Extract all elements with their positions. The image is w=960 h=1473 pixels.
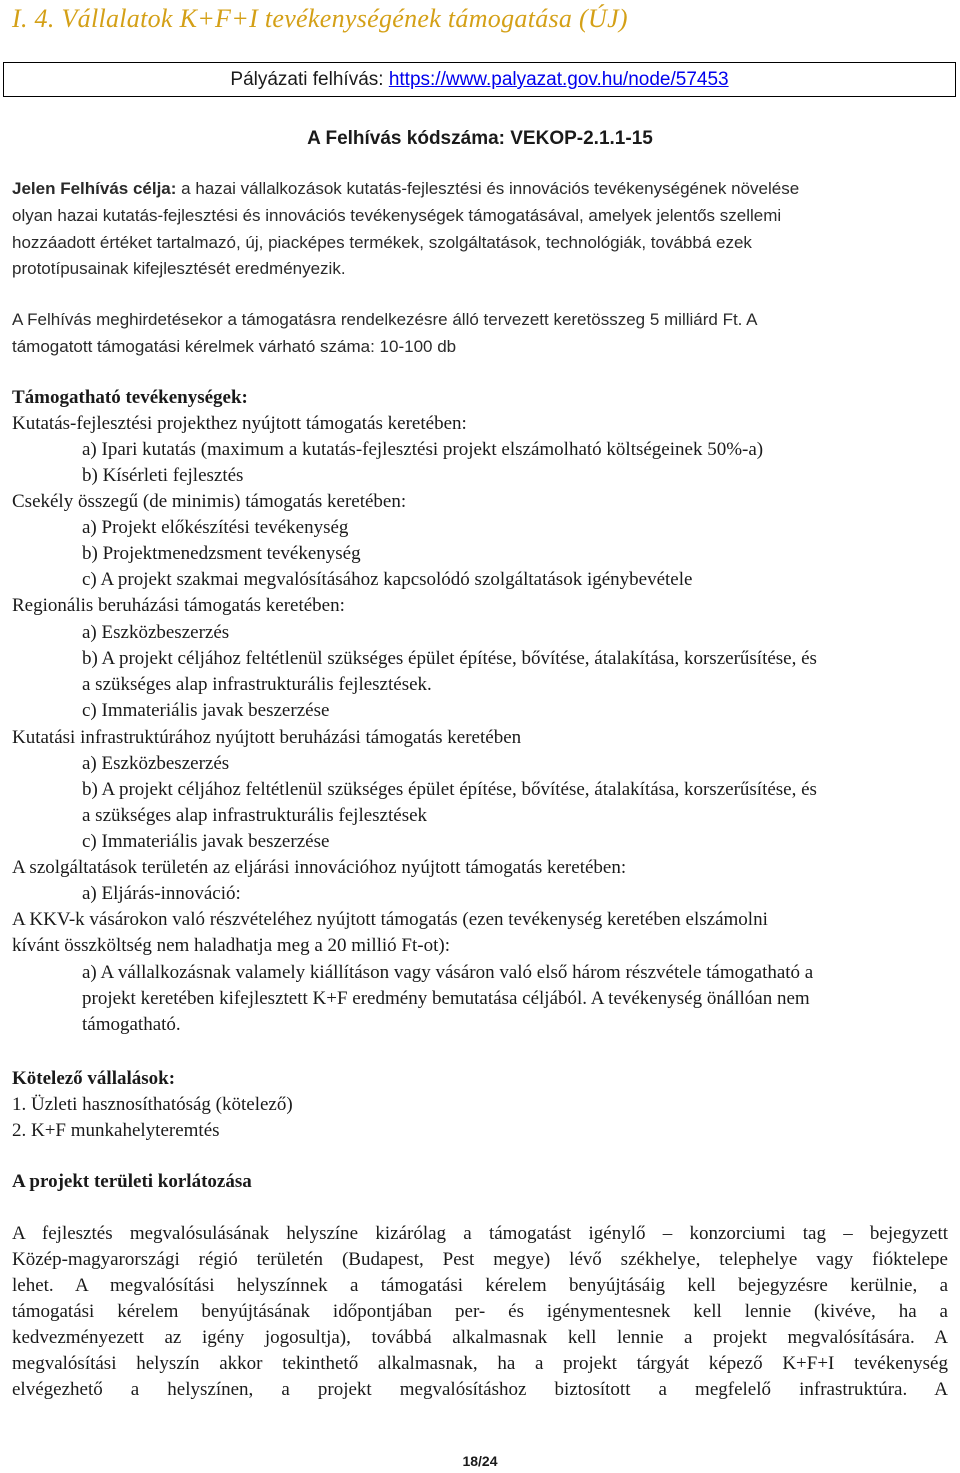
activity-line: b) Kísérleti fejlesztés bbox=[82, 465, 244, 486]
commitment-item: 1. Üzleti hasznosíthatóság (kötelező) bbox=[12, 1094, 293, 1115]
activity-line: a) A vállalkozásnak valamely kiállításon vagy vásáron való első három részvétele támogatható a bbox=[82, 962, 814, 983]
territory-line: Közép-magyarországi régió területén (Budapest, Pest megye) lévő székhelye, telephelye vagy fióktelepe bbox=[12, 1249, 948, 1270]
commitments-heading: Kötelező vállalások: bbox=[12, 1068, 176, 1089]
call-code: A Felhívás kódszáma: VEKOP-2.1.1-15 bbox=[307, 128, 653, 149]
page-number: 18/24 bbox=[462, 1453, 498, 1469]
activity-line: b) Projektmenedzsment tevékenység bbox=[82, 543, 361, 564]
activities-heading: Támogatható tevékenységek: bbox=[12, 387, 248, 408]
activity-line: c) Immateriális javak beszerzése bbox=[82, 700, 330, 721]
territory-line: támogatási kérelem benyújtásának időpontjában per- és igénymentesnek kell lennie (kivéve, ha a bbox=[12, 1301, 948, 1322]
goal-line: hozzáadott értéket tartalmazó, új, piacképes termékek, szolgáltatások, technológiák, továbbá ezek bbox=[12, 233, 752, 252]
call-box bbox=[3, 62, 956, 97]
territory-line: lehet. A megvalósítási helyszínnek a támogatási kérelem benyújtásáig kell bejegyzésre kerülnie, a bbox=[12, 1275, 948, 1296]
commitment-item: 2. K+F munkahelyteremtés bbox=[12, 1120, 220, 1141]
activity-line: projekt keretében kifejlesztett K+F eredmény bemutatása céljából. A tevékenység önállóan nem bbox=[82, 988, 810, 1009]
activity-line: A KKV-k vásárokon való részvételéhez nyújtott támogatás (ezen tevékenység keretében elszámolni bbox=[12, 909, 768, 930]
document-title: I. 4. Vállalatok K+F+I tevékenységének támogatása (ÚJ) bbox=[12, 4, 628, 33]
territory-line: elvégezhető a helyszínen, a projekt megvalósításhoz biztosított a megfelelő infrastruktúra. A bbox=[12, 1379, 948, 1400]
activity-line: c) Immateriális javak beszerzése bbox=[82, 831, 330, 852]
goal-line: Jelen Felhívás célja: a hazai vállalkozások kutatás-fejlesztési és innovációs tevékenységének növelése bbox=[12, 179, 800, 198]
activity-line: támogatható. bbox=[82, 1014, 181, 1035]
activity-line: a) Eljárás-innováció: bbox=[82, 883, 241, 904]
territory-heading: A projekt területi korlátozása bbox=[12, 1171, 252, 1192]
activity-line: b) A projekt céljához feltétlenül szükséges épület építése, bővítése, átalakítása, korszerűsítése, és bbox=[82, 779, 817, 800]
activity-line: Csekély összegű (de minimis) támogatás keretében: bbox=[12, 491, 407, 512]
call-link[interactable]: https://www.palyazat.gov.hu/node/57453 bbox=[388, 69, 729, 90]
activity-line: a szükséges alap infrastrukturális fejlesztések. bbox=[82, 674, 432, 695]
territory-line: A fejlesztés megvalósulásának helyszíne kizárólag a támogatást igénylő – konzorciumi tag – bejegyzett bbox=[12, 1223, 948, 1244]
goal-line: olyan hazai kutatás-fejlesztési és innovációs tevékenységek támogatásával, amelyek jelentős szellemi bbox=[12, 206, 782, 225]
activity-line: a) Eszközbeszerzés bbox=[82, 753, 230, 774]
activity-line: b) A projekt céljához feltétlenül szükséges épület építése, bővítése, átalakítása, korszerűsítése, és bbox=[82, 648, 817, 669]
activity-line: A szolgáltatások területén az eljárási innovációhoz nyújtott támogatás keretében: bbox=[12, 857, 627, 878]
activity-line: Kutatás-fejlesztési projekthez nyújtott támogatás keretében: bbox=[12, 413, 467, 434]
territory-line: megvalósítási helyszín akkor tekinthető alkalmasnak, ha a projekt tárgyát képező K+F+I tevékenység bbox=[12, 1353, 948, 1374]
activity-line: a) Ipari kutatás (maximum a kutatás-fejlesztési projekt elszámolható költségeinek 50%-a) bbox=[82, 439, 764, 460]
budget-line: támogatott támogatási kérelmek várható száma: 10-100 db bbox=[12, 337, 457, 356]
budget-line: A Felhívás meghirdetésekor a támogatásra rendelkezésre álló tervezett keretösszeg 5 milliárd Ft. A bbox=[12, 310, 758, 329]
call-prefix: Pályázati felhívás: bbox=[230, 69, 389, 90]
goal-line: prototípusainak kifejlesztését eredményezik. bbox=[12, 259, 346, 278]
territory-line: kedvezményezett az igény jogosultja), továbbá alkalmasnak kell lennie a projekt megvalósítására. A bbox=[12, 1327, 948, 1348]
goal-label: Jelen Felhívás célja: bbox=[12, 179, 177, 198]
activity-line: a) Projekt előkészítési tevékenység bbox=[82, 517, 349, 538]
activity-line: a szükséges alap infrastrukturális fejlesztések bbox=[82, 805, 428, 826]
activity-line: Kutatási infrastruktúrához nyújtott beruházási támogatás keretében bbox=[12, 727, 522, 748]
activity-line: Regionális beruházási támogatás keretében: bbox=[12, 595, 345, 616]
activity-line: kívánt összköltség nem haladhatja meg a 20 millió Ft-ot): bbox=[12, 935, 450, 956]
activity-line: a) Eszközbeszerzés bbox=[82, 622, 230, 643]
activity-line: c) A projekt szakmai megvalósításához kapcsolódó szolgáltatások igénybevétele bbox=[82, 569, 693, 590]
